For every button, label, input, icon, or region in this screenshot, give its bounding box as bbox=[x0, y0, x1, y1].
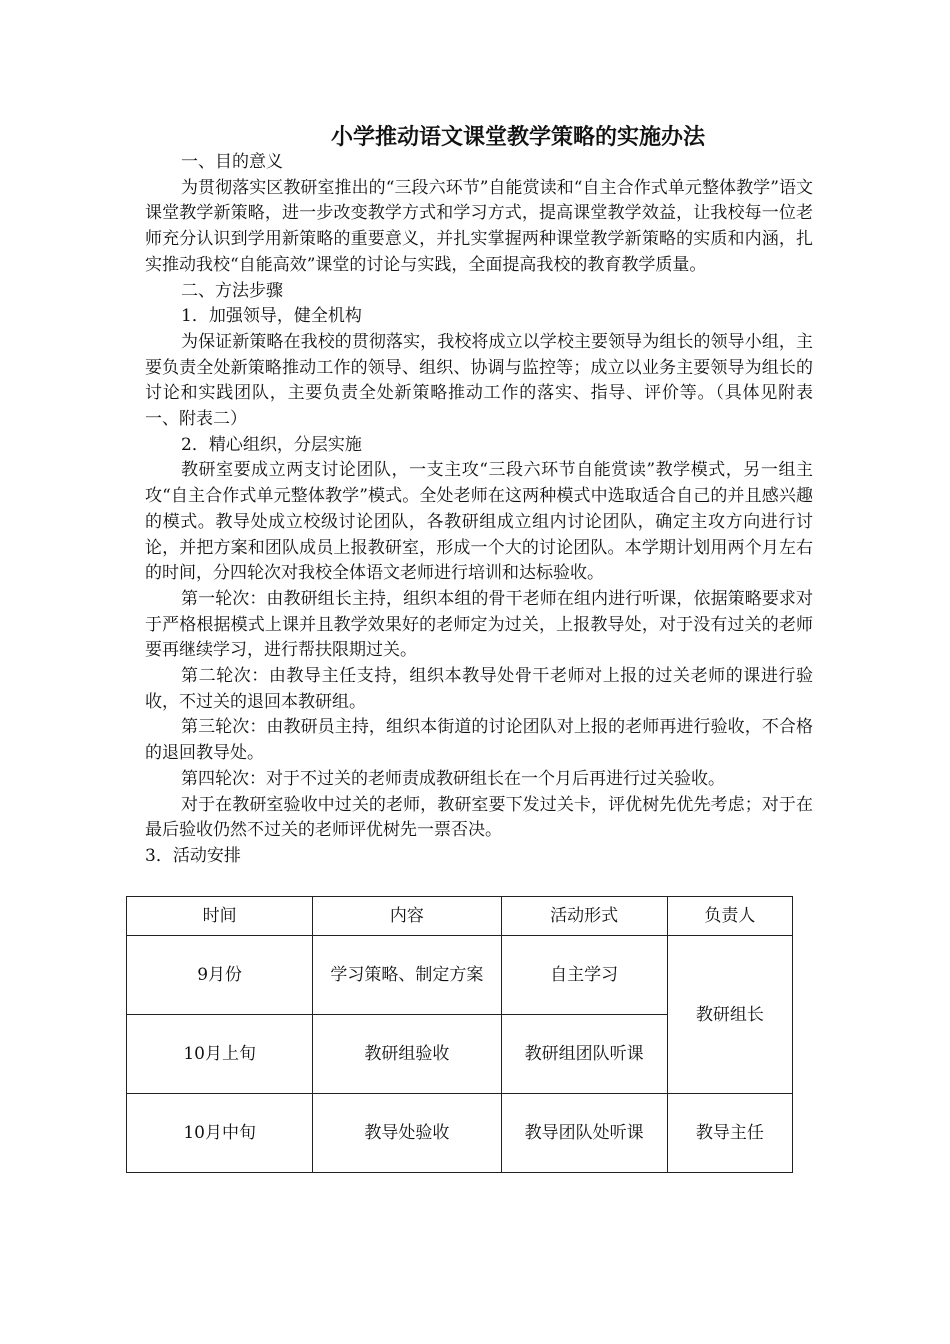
subsection-2-heading: 2．精心组织，分层实施 bbox=[181, 434, 362, 455]
cell-content: 教导处验收 bbox=[313, 1094, 501, 1173]
table-row bbox=[127, 1094, 793, 1173]
table-header-row bbox=[127, 897, 793, 936]
subsection-1-paragraph: 为保证新策略在我校的贯彻落实，我校将成立以学校主要领导为组长的领导小组，主要负责全处新策略推动工作的领导、组织、协调与监控等；成立以业务主要领导为组长的讨论和实践团队，主要负责全处新策略推动工作的落实、指导、评价等。（具体见附表一、附表二） bbox=[145, 331, 813, 430]
subsection-2-paragraph: 教研室要成立两支讨论团队，一支主攻“三段六环节自能赏读”教学模式，另一组主攻“自主合作式单元整体教学”模式。全处老师在这两种模式中选取适合自己的并且感兴趣的模式。教导处成立校级讨论团队，各教研组成立组内讨论团队，确定主攻方向进行讨论，并把方案和团队成员上报教研室，形成一个大的讨论团队。本学期计划用两个月左右的时间，分四轮次对我校全体语文老师进行培训和达标验收。 bbox=[145, 460, 813, 584]
header-content: 内容 bbox=[313, 897, 501, 936]
header-form: 活动形式 bbox=[501, 897, 667, 936]
cell-time: 9月份 bbox=[127, 936, 313, 1015]
closing-paragraph: 对于在教研室验收中过关的老师，教研室要下发过关卡，评优树先优先考虑；对于在最后验收仍然不过关的老师评优树先一票否决。 bbox=[145, 794, 813, 841]
table-row bbox=[127, 936, 793, 1015]
section-2-heading: 二、方法步骤 bbox=[181, 280, 283, 301]
cell-form: 教导团队处听课 bbox=[501, 1094, 667, 1173]
cell-owner: 教导主任 bbox=[667, 1094, 792, 1173]
cell-time: 10月中旬 bbox=[127, 1094, 313, 1173]
round-3-paragraph: 第三轮次：由教研员主持，组织本街道的讨论团队对上报的老师再进行验收，不合格的退回教导处。 bbox=[145, 717, 813, 764]
cell-form: 自主学习 bbox=[501, 936, 667, 1015]
cell-time: 10月上旬 bbox=[127, 1015, 313, 1094]
activity-schedule-table bbox=[126, 896, 793, 1173]
section-1-paragraph: 为贯彻落实区教研室推出的“三段六环节”自能赏读和“自主合作式单元整体教学”语文课堂教学新策略，进一步改变教学方式和学习方式，提高课堂教学效益，让我校每一位老师充分认识到学用新策略的重要意义，并扎实掌握两种课堂教学新策略的实质和内涵，扎实推动我校“自能高效”课堂的讨论与实践，全面提高我校的教育教学质量。 bbox=[145, 177, 813, 275]
round-4-paragraph: 第四轮次：对于不过关的老师责成教研组长在一个月后再进行过关验收。 bbox=[181, 768, 725, 789]
round-2-paragraph: 第二轮次：由教导主任支持，组织本教导处骨干老师对上报的过关老师的课进行验收，不过关的退回本教研组。 bbox=[145, 666, 813, 712]
cell-content: 学习策略、制定方案 bbox=[313, 936, 501, 1015]
header-owner: 负责人 bbox=[667, 897, 792, 936]
cell-owner-merged: 教研组长 bbox=[667, 936, 792, 1094]
subsection-3-heading: 3．活动安排 bbox=[145, 845, 241, 866]
subsection-1-heading: 1．加强领导，健全机构 bbox=[181, 306, 362, 327]
document-title: 小学推动语文课堂教学策略的实施办法 bbox=[330, 125, 705, 150]
header-time: 时间 bbox=[127, 897, 313, 936]
round-1-paragraph: 第一轮次：由教研组长主持，组织本组的骨干老师在组内进行听课，依据策略要求对于严格根据模式上课并且教学效果好的老师定为过关，上报教导处，对于没有过关的老师要再继续学习，进行帮扶限期过关。 bbox=[145, 588, 813, 661]
document-body bbox=[145, 150, 813, 870]
cell-content: 教研组验收 bbox=[313, 1015, 501, 1094]
section-1-heading: 一、目的意义 bbox=[181, 152, 283, 172]
cell-form: 教研组团队听课 bbox=[501, 1015, 667, 1094]
